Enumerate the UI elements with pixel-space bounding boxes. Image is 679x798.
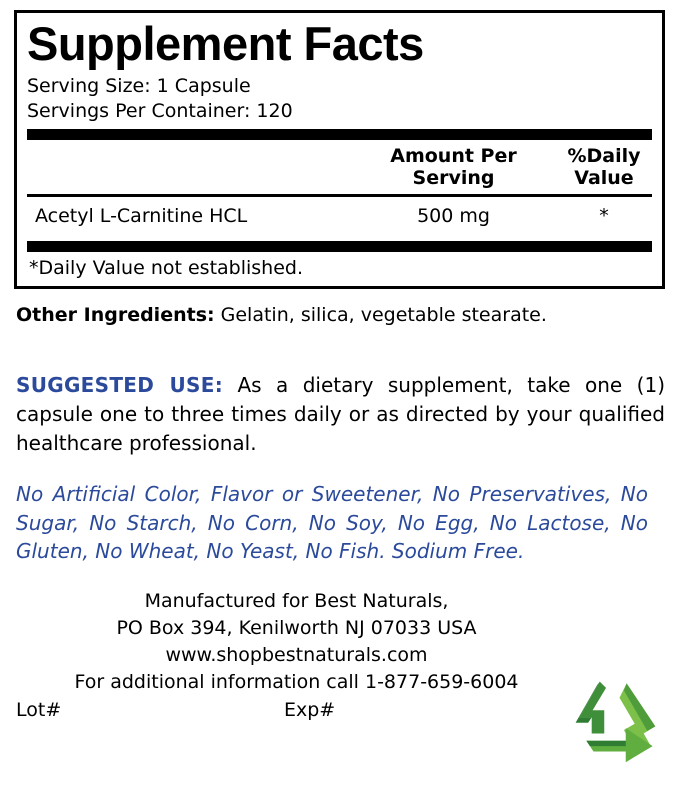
ingredient-name: Acetyl L-Carnitine HCL	[35, 204, 248, 227]
panel-title: Supplement Facts	[27, 17, 424, 70]
column-header-amount-line2: Serving	[412, 167, 495, 190]
other-ingredients-text: Gelatin, silica, vegetable stearate.	[214, 303, 547, 326]
manufacturer-line-2: PO Box 394, Kenilworth NJ 07033 USA	[116, 616, 477, 639]
panel-rule-thick-top	[27, 129, 652, 140]
manufacturer-block	[14, 588, 665, 669]
serving-size: Serving Size: 1 Capsule	[27, 75, 251, 98]
table-row	[27, 197, 652, 235]
lot-number-field: Lot#	[16, 698, 62, 721]
exp-date-field: Exp#	[284, 698, 336, 721]
column-header-dv-line1: %Daily	[567, 144, 641, 167]
panel-header-row	[27, 140, 652, 194]
servings-per-container: Servings Per Container: 120	[27, 99, 293, 122]
suggested-use-label: SUGGESTED USE:	[16, 373, 224, 398]
additional-information: For additional information call 1-877-659-6004	[74, 670, 519, 693]
suggested-use	[16, 371, 665, 458]
column-header-amount	[351, 145, 556, 190]
manufacturer-website: www.shopbestnaturals.com	[165, 643, 428, 666]
supplement-facts-panel	[14, 10, 665, 289]
other-ingredients	[16, 303, 665, 328]
other-ingredients-label: Other Ingredients:	[16, 303, 215, 326]
column-header-dv-line2: Value	[574, 167, 634, 190]
panel-rule-thick-bottom	[27, 241, 652, 252]
product-claims: No Artificial Color, Flavor or Sweetener, No Preservatives, No Sugar, No Starch, No Corn, No Soy, No Egg, No Lactose, No Gluten, No Wheat, No Yeast, No Fish. Sodium Free.	[16, 482, 648, 564]
ingredient-amount: 500 mg	[417, 204, 490, 227]
suggested-use-text: As a dietary supplement, take one (1) capsule one to three times daily or as directed by your qualified healthcare professional.	[16, 373, 666, 456]
lot-exp-row	[16, 699, 665, 721]
ingredient-daily-value: *	[599, 204, 609, 227]
column-header-amount-line1: Amount Per	[390, 144, 517, 167]
manufacturer-line-1: Manufactured for Best Naturals,	[144, 589, 449, 612]
recycle-icon	[569, 678, 661, 764]
daily-value-footnote: *Daily Value not established.	[29, 256, 304, 279]
column-header-daily-value	[556, 145, 652, 190]
